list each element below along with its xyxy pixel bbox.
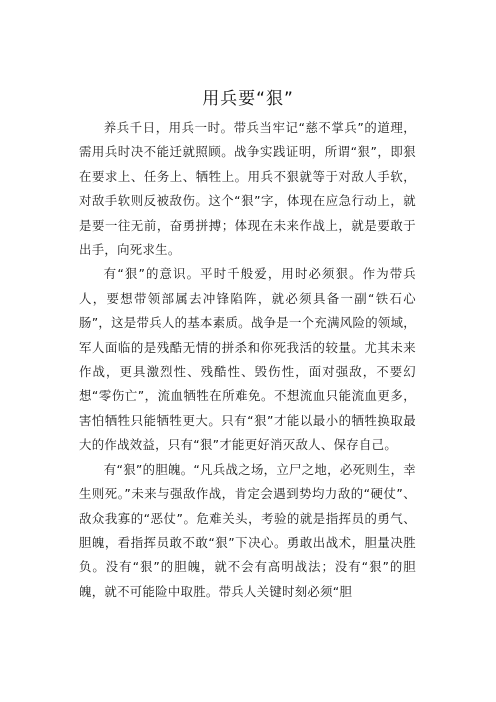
- document-title: 用兵要“狠”: [202, 89, 294, 109]
- paragraph: 有“狠”的意识。平时千般爱，用时必须狠。作为带兵人，要想带领部属去冲锋陷阵，就必须具备一副“铁石心肠”，这是带兵人的基本素质。战争是一个充满风险的领域，军人面临的是残酷无情的拼杀和你死我活的较量。尤其未来作战，更具激烈性、残酷性、毁伤性，面对强敌，不要幻想“零伤亡”，流血牺牲在所难免。不想流血只能流血更多，害怕牺牲只能牺牲更大。只有“狠”才能以最小的牺牲换取最大的作战效益，只有“狠”才能更好消灭敌人、保存自己。: [79, 266, 416, 453]
- paragraph: 养兵千日，用兵一时。带兵当牢记“慈不掌兵”的道理，需用兵时决不能迁就照顾。战争实践证明，所谓“狠”，即狠在要求上、任务上、牺牲上。用兵不狠就等于对敌人手软，对敌手软则反被敌伤。这个“狠”字，体现在应急行动上，就是要一往无前，奋勇拼搏；体现在未来作战上，就是要敢于出手，向死求生。: [79, 120, 416, 258]
- paragraph: 有“狠”的胆魄。“凡兵战之场，立尸之地，必死则生，幸生则死。”未来与强敌作战，肯定会遇到势均力敌的“硬仗”、敌众我寡的“恶仗”。危难关头，考验的就是指挥员的勇气、胆魄，看指挥员敢不敢“狠”下决心。勇敢出战术，胆量决胜负。没有“狠”的胆魄，就不会有高明战法；没有“狠”的胆魄，就不可能险中取胜。带兵人关键时刻必须“胆: [79, 461, 416, 599]
- document-body: [79, 116, 416, 604]
